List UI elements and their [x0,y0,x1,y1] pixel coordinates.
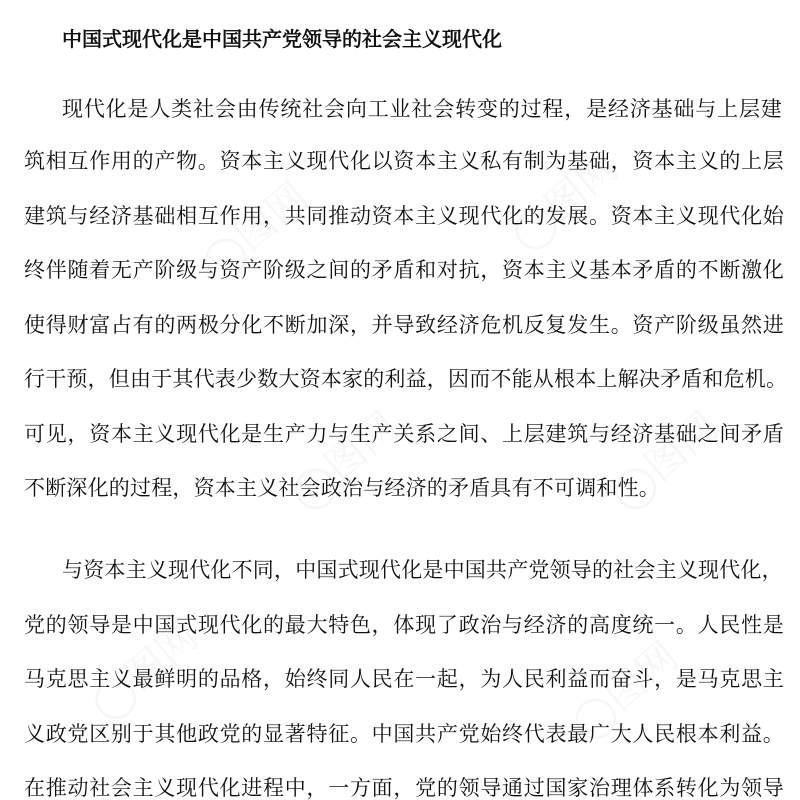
paragraph-1-line: 不断深化的过程，资本主义社会政治与经济的矛盾具有不可调和性。 [24,476,660,500]
paragraph-1-line: 终伴随着无产阶级与资产阶级之间的矛盾和对抗，资本主义基本矛盾的不断激化 [24,258,784,282]
paragraph-1-line: 建筑与经济基础相互作用，共同推动资本主义现代化的发展。资本主义现代化始 [24,204,784,228]
paragraph-2-line: 与资本主义现代化不同，中国式现代化是中国共产党领导的社会主义现代化， [62,558,783,582]
paragraph-1-line: 现代化是人类社会由传统社会向工业社会转变的过程，是经济基础与上层建 [62,97,782,121]
watermark: ◯图网 [502,143,628,259]
paragraph-1-line: 可见，资本主义现代化是生产力与生产关系之间、上层建筑与经济基础之间矛盾 [24,422,784,446]
paragraph-2-line: 义政党区别于其他政党的显著特征。中国共产党始终代表最广大人民根本利益。 [24,722,784,746]
paragraph-2-line: 党的领导是中国式现代化的最大特色，体现了政治与经济的高度统一。人民性是 [24,613,784,637]
paragraph-1-line: 筑相互作用的产物。资本主义现代化以资本主义私有制为基础，资本主义的上层 [24,149,784,173]
document-title: 中国式现代化是中国共产党领导的社会主义现代化 [62,27,502,51]
paragraph-1-line: 行干预，但由于其代表少数大资本家的利益，因而不能从根本上解决矛盾和危机。 [24,367,788,391]
watermark: ◯图网 [282,403,408,519]
paragraph-1-line: 使得财富占有的两极分化不断加深，并导致经济危机反复发生。资产阶级虽然进 [24,313,784,337]
watermark: ◯图网 [82,613,208,729]
paragraph-2-line: 马克思主义最鲜明的品格，始终同人民在一起，为人民利益而奋斗，是马克思主 [24,667,784,691]
paragraph-2-line: 在推动社会主义现代化进程中，一方面，党的领导通过国家治理体系转化为领导 [24,776,784,800]
watermark: ◯图网 [192,173,318,289]
watermark: ◯图网 [562,633,688,749]
watermark: ◯图网 [602,403,728,519]
